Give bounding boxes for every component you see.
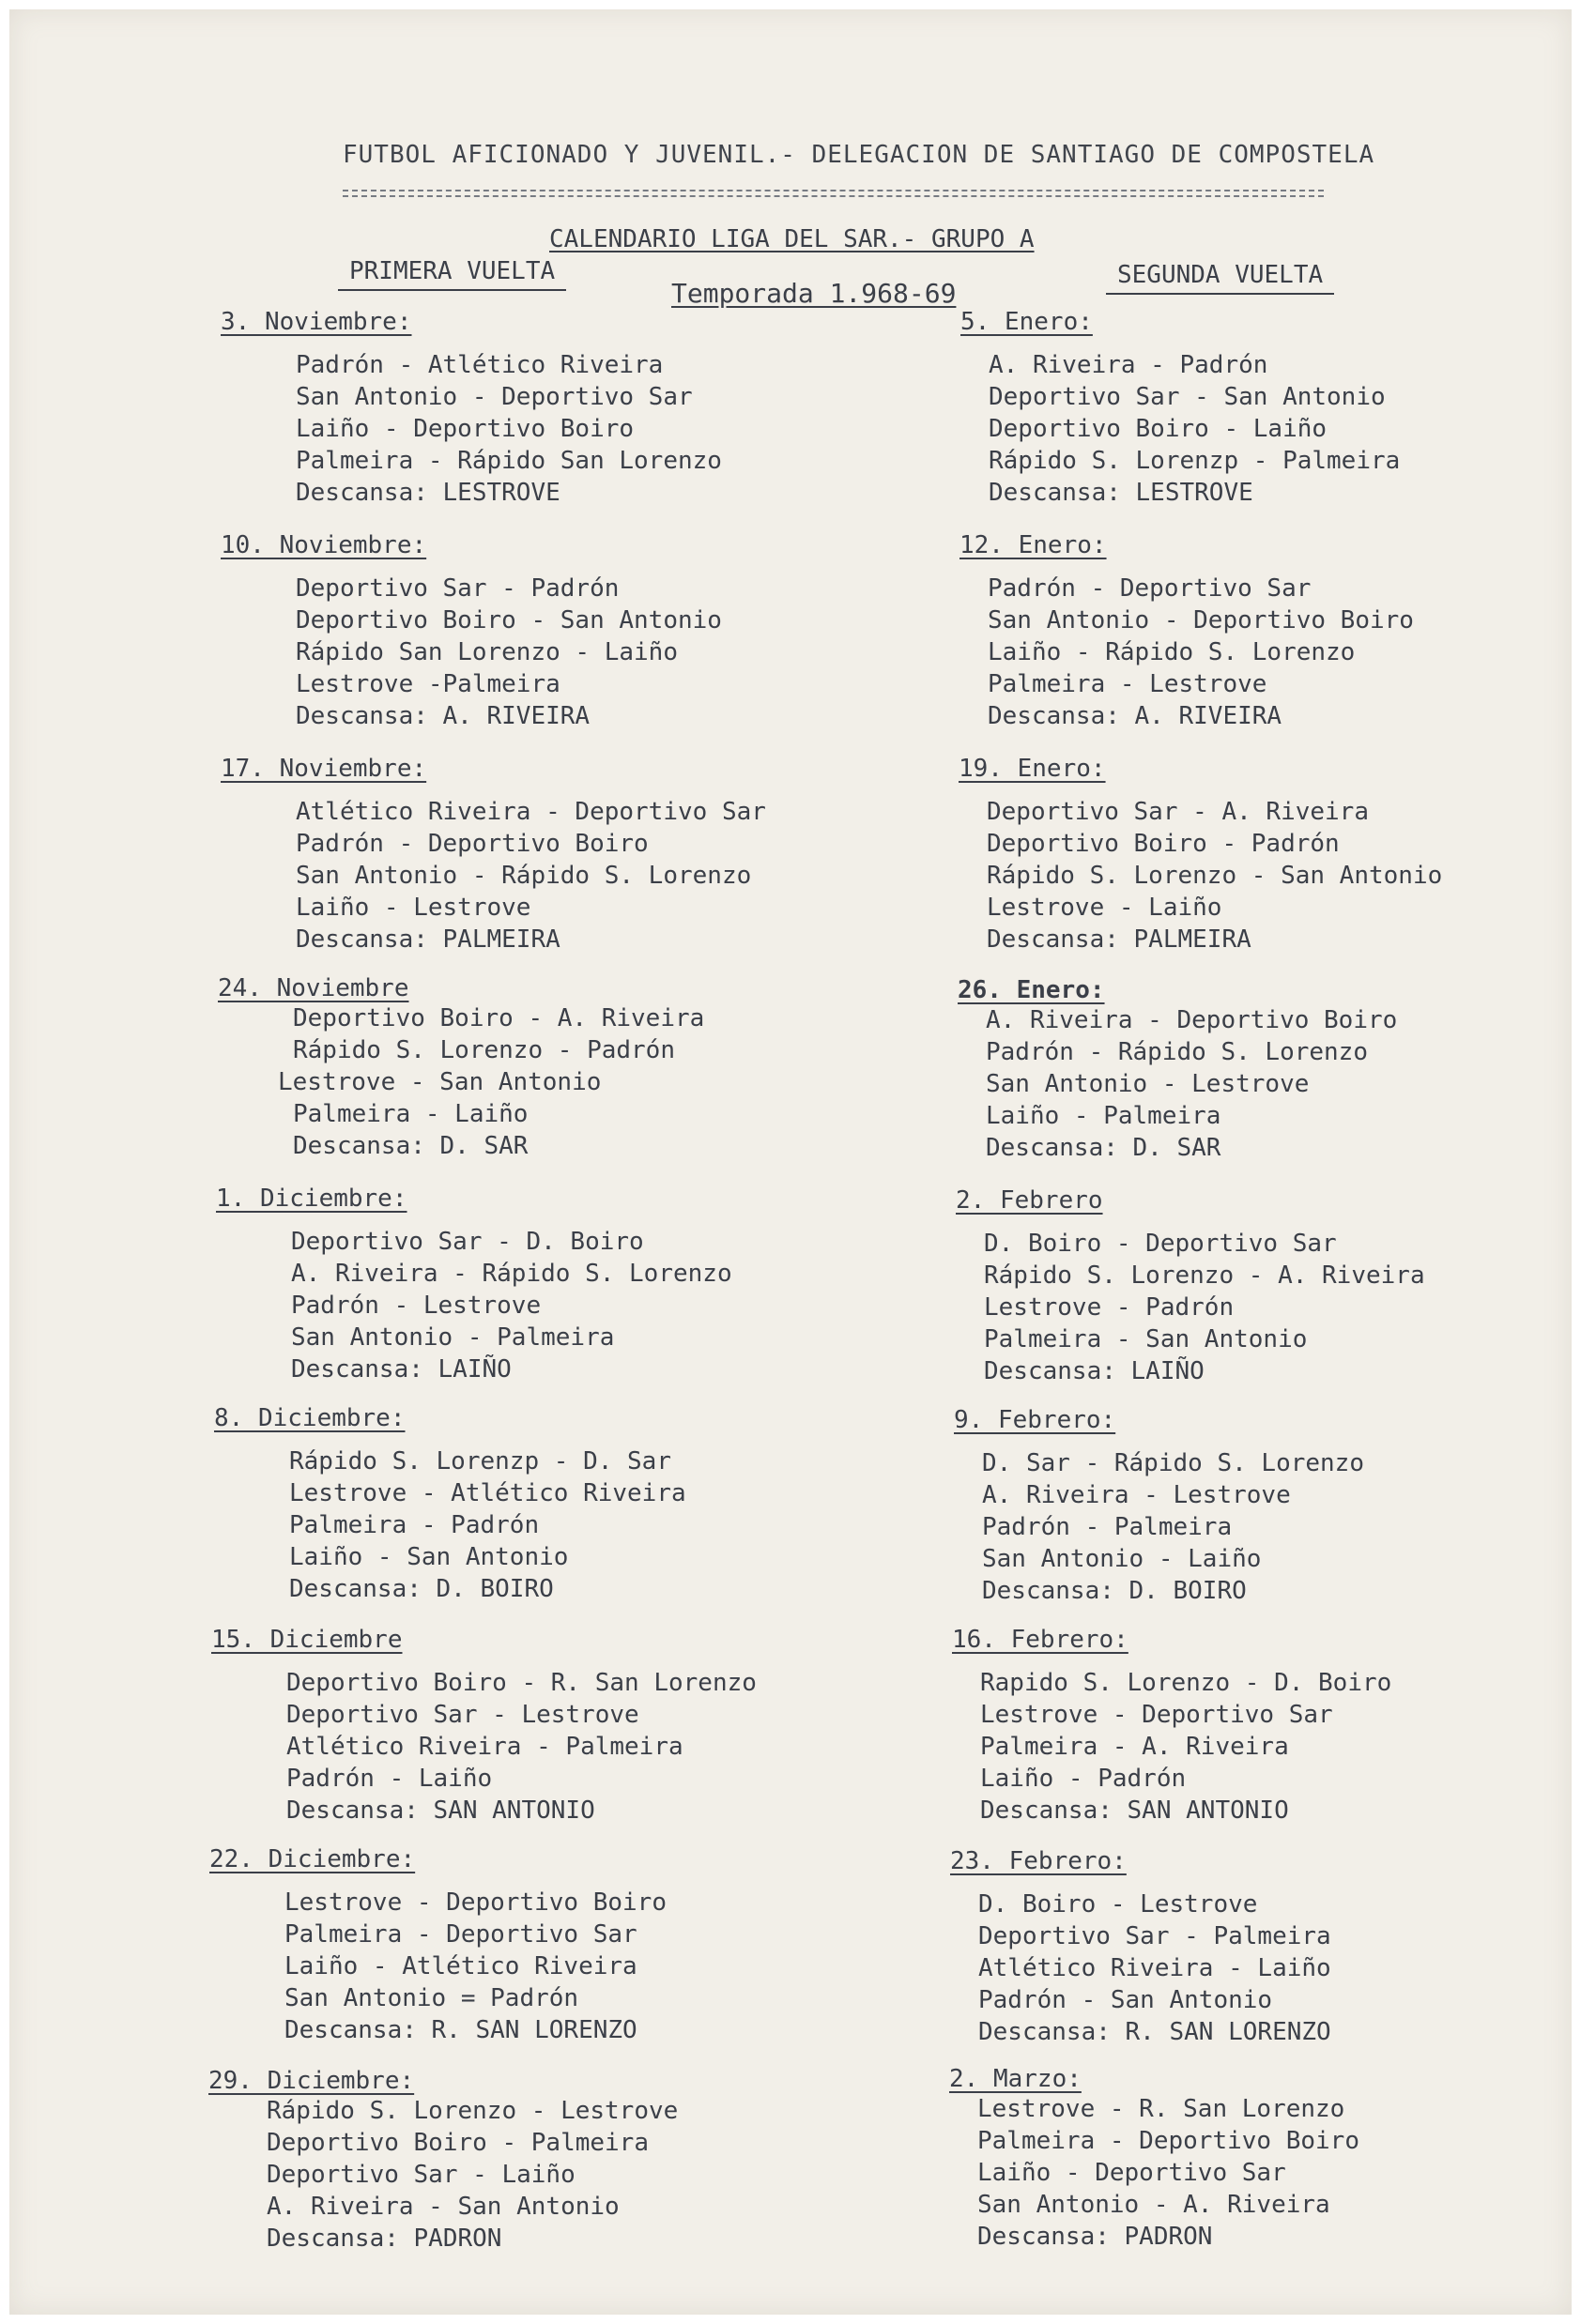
round-date: 23. Febrero: bbox=[950, 1847, 1127, 1875]
round-first-1 bbox=[221, 308, 897, 509]
round-second-1 bbox=[960, 308, 1581, 509]
match: Lestrove - San Antonio bbox=[278, 1068, 602, 1096]
match: Laiño - Padrón bbox=[980, 1765, 1187, 1793]
round-first-4 bbox=[218, 974, 894, 1162]
round-first-6 bbox=[214, 1404, 890, 1605]
match: A. Riveira - Padrón bbox=[989, 351, 1268, 379]
rest-team: Descansa: D. BOIRO bbox=[289, 1575, 554, 1603]
match: Deportivo Sar - Padrón bbox=[296, 574, 620, 603]
match: Padrón - Rápido S. Lorenzo bbox=[986, 1038, 1368, 1066]
round-date: 10. Noviembre: bbox=[221, 531, 427, 559]
match: Laiño - San Antonio bbox=[289, 1543, 569, 1571]
match: San Antonio = Padrón bbox=[284, 1984, 579, 2012]
rest-team: Descansa: LAIÑO bbox=[984, 1357, 1205, 1385]
match: Lestrove - Deportivo Sar bbox=[980, 1701, 1333, 1729]
rest-team: Descansa: PALMEIRA bbox=[987, 925, 1251, 954]
match: Atlético Riveira - Palmeira bbox=[286, 1733, 683, 1761]
round-date: 17. Noviembre: bbox=[221, 755, 427, 783]
match-list bbox=[984, 1228, 1581, 1387]
rest-team: Descansa: D. BOIRO bbox=[982, 1577, 1247, 1605]
season-label: Temporada 1.968-69 bbox=[671, 278, 957, 309]
match: Padrón - Deportivo Sar bbox=[988, 574, 1312, 603]
rest-team: Descansa: PALMEIRA bbox=[296, 925, 560, 954]
match: Padrón - Laiño bbox=[286, 1765, 493, 1793]
match-list bbox=[291, 1226, 892, 1385]
round-second-9 bbox=[949, 2065, 1581, 2253]
match: San Antonio - Deportivo Boiro bbox=[988, 606, 1414, 635]
match-list bbox=[986, 1004, 1581, 1164]
match-list bbox=[289, 1445, 890, 1605]
match: Palmeira - Deportivo Sar bbox=[284, 1920, 637, 1949]
match: Deportivo Sar - Palmeira bbox=[978, 1922, 1331, 1950]
match: San Antonio - A. Riveira bbox=[977, 2191, 1330, 2219]
match: Padrón - San Antonio bbox=[978, 1986, 1273, 2014]
round-second-4 bbox=[958, 976, 1581, 1164]
match: D. Boiro - Lestrove bbox=[978, 1890, 1258, 1919]
match: Padrón - Lestrove bbox=[291, 1292, 542, 1320]
rest-team: Descansa: LESTROVE bbox=[989, 479, 1253, 507]
match: Rápido S. Lorenzo - Padrón bbox=[293, 1036, 675, 1064]
rest-team: Descansa: LAIÑO bbox=[291, 1355, 512, 1384]
round-date: 19. Enero: bbox=[959, 755, 1106, 783]
round-first-2 bbox=[221, 531, 897, 732]
document-page bbox=[9, 9, 1572, 2315]
match: Rápido S. Lorenzo - Lestrove bbox=[267, 2097, 679, 2125]
match: Deportivo Sar - D. Boiro bbox=[291, 1228, 644, 1256]
rest-team: Descansa: LESTROVE bbox=[296, 479, 560, 507]
match-list bbox=[988, 573, 1581, 732]
round-second-2 bbox=[959, 531, 1581, 732]
round-date: 5. Enero: bbox=[960, 308, 1093, 336]
rest-team: Descansa: A. RIVEIRA bbox=[988, 702, 1282, 730]
match: Deportivo Boiro - Palmeira bbox=[267, 2129, 649, 2157]
match: Lestrove - Padrón bbox=[984, 1293, 1235, 1322]
rest-team: Descansa: D. SAR bbox=[293, 1132, 529, 1160]
match: San Antonio - Deportivo Sar bbox=[296, 383, 693, 411]
match: Atlético Riveira - Laiño bbox=[978, 1954, 1331, 1982]
rest-team: Descansa: R. SAN LORENZO bbox=[978, 2018, 1331, 2046]
round-date: 26. Enero: bbox=[958, 976, 1105, 1004]
match-list bbox=[267, 2095, 884, 2255]
match-list bbox=[296, 573, 897, 732]
match-list bbox=[987, 796, 1581, 956]
match: Deportivo Sar - Lestrove bbox=[286, 1701, 639, 1729]
match: Rápido S. Lorenzo - A. Riveira bbox=[984, 1261, 1425, 1290]
match: Deportivo Boiro - San Antonio bbox=[296, 606, 722, 635]
match: Palmeira - Deportivo Boiro bbox=[977, 2127, 1359, 2155]
round-date: 24. Noviembre bbox=[218, 974, 409, 1002]
round-date: 22. Diciembre: bbox=[209, 1845, 416, 1873]
rest-team: Descansa: PADRON bbox=[977, 2223, 1213, 2251]
round-first-5 bbox=[216, 1185, 892, 1385]
round-date: 29. Diciembre: bbox=[208, 2067, 415, 2095]
round-date: 2. Marzo: bbox=[949, 2065, 1082, 2093]
match-list bbox=[977, 2093, 1581, 2253]
match: Rápido S. Lorenzo - San Antonio bbox=[987, 862, 1443, 890]
round-date: 16. Febrero: bbox=[952, 1626, 1128, 1654]
match: San Antonio - Lestrove bbox=[986, 1070, 1310, 1098]
match: San Antonio - Laiño bbox=[982, 1545, 1262, 1573]
match: Laiño - Deportivo Boiro bbox=[296, 415, 635, 443]
match: A. Riveira - Lestrove bbox=[982, 1481, 1291, 1509]
round-date: 15. Diciembre bbox=[211, 1626, 403, 1654]
match: Laiño - Atlético Riveira bbox=[284, 1952, 637, 1980]
match: A. Riveira - Deportivo Boiro bbox=[986, 1006, 1398, 1034]
round-first-7 bbox=[211, 1626, 887, 1827]
rest-team: Descansa: R. SAN LORENZO bbox=[284, 2016, 637, 2044]
match: Palmeira - Rápido San Lorenzo bbox=[296, 447, 722, 475]
match: A. Riveira - San Antonio bbox=[267, 2193, 620, 2221]
match-list bbox=[978, 1888, 1581, 2048]
round-second-8 bbox=[950, 1847, 1581, 2048]
match: Lestrove -Palmeira bbox=[296, 670, 560, 698]
match: Laiño - Palmeira bbox=[986, 1102, 1221, 1130]
round-date: 2. Febrero bbox=[956, 1186, 1103, 1215]
match: D. Boiro - Deportivo Sar bbox=[984, 1230, 1337, 1258]
match: Deportivo Boiro - Laiño bbox=[989, 415, 1328, 443]
match: Rápido S. Lorenzp - D. Sar bbox=[289, 1447, 671, 1475]
match: San Antonio - Rápido S. Lorenzo bbox=[296, 862, 752, 890]
first-round-heading: PRIMERA VUELTA bbox=[349, 257, 556, 285]
rest-team: Descansa: A. RIVEIRA bbox=[296, 702, 591, 730]
round-first-9 bbox=[208, 2067, 884, 2255]
match-list bbox=[989, 349, 1581, 509]
match: San Antonio - Palmeira bbox=[291, 1323, 615, 1352]
round-second-7 bbox=[952, 1626, 1581, 1827]
match: Deportivo Sar - A. Riveira bbox=[987, 798, 1369, 826]
round-date: 8. Diciembre: bbox=[214, 1404, 406, 1432]
round-second-5 bbox=[956, 1186, 1581, 1387]
rest-team: Descansa: D. SAR bbox=[986, 1134, 1221, 1162]
round-first-3 bbox=[221, 755, 897, 956]
match-list bbox=[980, 1667, 1581, 1827]
round-date: 9. Febrero: bbox=[954, 1406, 1116, 1434]
document-title: FUTBOL AFICIONADO Y JUVENIL.- DELEGACION DE SANTIAGO DE COMPOSTELA bbox=[343, 141, 1375, 169]
match: Padrón - Deportivo Boiro bbox=[296, 830, 649, 858]
match: Atlético Riveira - Deportivo Sar bbox=[296, 798, 766, 826]
match: Lestrove - Laiño bbox=[987, 894, 1222, 922]
match: D. Sar - Rápido S. Lorenzo bbox=[982, 1449, 1364, 1477]
rest-team: Descansa: SAN ANTONIO bbox=[980, 1797, 1289, 1825]
match: Palmeira - San Antonio bbox=[984, 1325, 1308, 1353]
match: Palmeira - A. Riveira bbox=[980, 1733, 1289, 1761]
match: Rápido San Lorenzo - Laiño bbox=[296, 638, 678, 666]
match: Lestrove - Atlético Riveira bbox=[289, 1479, 686, 1507]
match: Deportivo Boiro - Padrón bbox=[987, 830, 1340, 858]
second-round-heading: SEGUNDA VUELTA bbox=[1117, 261, 1324, 289]
round-second-3 bbox=[959, 755, 1581, 956]
round-date: 3. Noviembre: bbox=[221, 308, 412, 336]
match: Palmeira - Laiño bbox=[293, 1100, 529, 1128]
match-list bbox=[284, 1887, 885, 2046]
match: Padrón - Palmeira bbox=[982, 1513, 1233, 1541]
match-list bbox=[286, 1667, 887, 1827]
round-date: 12. Enero: bbox=[959, 531, 1107, 559]
match: Deportivo Boiro - A. Riveira bbox=[293, 1004, 705, 1032]
match: Palmeira - Padrón bbox=[289, 1511, 540, 1539]
match-list bbox=[296, 796, 897, 956]
rest-team: Descansa: PADRON bbox=[267, 2225, 502, 2253]
match: Rapido S. Lorenzo - D. Boiro bbox=[980, 1669, 1392, 1697]
match: Padrón - Atlético Riveira bbox=[296, 351, 664, 379]
round-date: 1. Diciembre: bbox=[216, 1185, 407, 1213]
title-divider-second bbox=[343, 195, 1324, 200]
match: Deportivo Sar - San Antonio bbox=[989, 383, 1386, 411]
match: Laiño - Lestrove bbox=[296, 894, 531, 922]
round-first-8 bbox=[209, 1845, 885, 2046]
match: Palmeira - Lestrove bbox=[988, 670, 1267, 698]
match: Laiño - Rápido S. Lorenzo bbox=[988, 638, 1356, 666]
match-list bbox=[296, 349, 897, 509]
match: Laiño - Deportivo Sar bbox=[977, 2159, 1286, 2187]
rest-team: Descansa: SAN ANTONIO bbox=[286, 1797, 595, 1825]
match: Rápido S. Lorenzp - Palmeira bbox=[989, 447, 1401, 475]
match-list bbox=[982, 1447, 1581, 1607]
match: Lestrove - R. San Lorenzo bbox=[977, 2095, 1345, 2123]
match: Lestrove - Deportivo Boiro bbox=[284, 1888, 667, 1917]
match: Deportivo Boiro - R. San Lorenzo bbox=[286, 1669, 757, 1697]
match: Deportivo Sar - Laiño bbox=[267, 2161, 576, 2189]
match: A. Riveira - Rápido S. Lorenzo bbox=[291, 1260, 732, 1288]
match-list bbox=[278, 1002, 894, 1162]
league-subtitle: CALENDARIO LIGA DEL SAR.- GRUPO A bbox=[549, 225, 1035, 253]
round-second-6 bbox=[954, 1406, 1581, 1607]
title-divider bbox=[343, 190, 1324, 194]
